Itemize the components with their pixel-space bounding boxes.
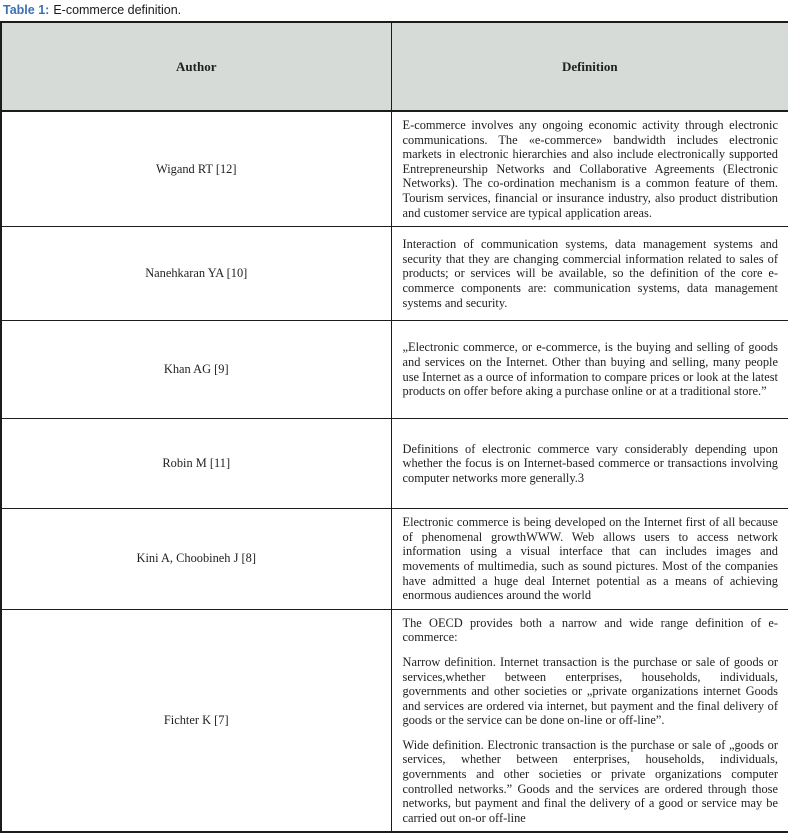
column-header-definition: Definition <box>391 22 788 111</box>
definition-cell <box>391 609 788 832</box>
table-row <box>1 321 788 419</box>
table-header <box>1 22 788 111</box>
author-cell: Khan AG [9] <box>1 321 391 419</box>
header-row <box>1 22 788 111</box>
definition-cell <box>391 111 788 227</box>
definition-paragraph: Definitions of electronic commerce vary considerably depending upon whether the focus is on Internet-based commerce or transactions involving computer networks more generally.3 <box>402 441 778 485</box>
column-header-author: Author <box>1 22 391 111</box>
author-cell: Nanehkaran YA [10] <box>1 227 391 321</box>
table-row <box>1 111 788 227</box>
definition-paragraph: Wide definition. Electronic transaction is the purchase or sale of „goods or services, whether between enterprises, households, individuals, governments and other societies or private organizations computer controlled networks.” Goods and the services are ordered through those networks, but payment and final the delivery of a good or service may be carried out on-or off-line <box>402 737 778 825</box>
table-row <box>1 227 788 321</box>
table-caption <box>0 0 788 21</box>
table-row <box>1 419 788 509</box>
definition-cell <box>391 227 788 321</box>
author-cell: Fichter K [7] <box>1 609 391 832</box>
definition-paragraph: Interaction of communication systems, data management systems and security that they are changing commercial information related to sales of products; or services will be available, so the definition of the core e-commerce components are: communication systems, data management systems and security. <box>402 237 778 310</box>
table-row <box>1 609 788 832</box>
definition-cell <box>391 321 788 419</box>
definition-paragraph: E-commerce involves any ongoing economic activity through electronic communications. The «e-commerce» bandwidth includes electronic markets in electronic hierarchies and also include electronically supported Entrepreneurship Networks and Collaborative Agreements (Electronic Networks). The co-ordination mechanism is a common feature of them. Tourism services, financial or insurance industry, also product distribution and customer service are typical application areas. <box>402 118 778 220</box>
author-cell: Robin M [11] <box>1 419 391 509</box>
table-row <box>1 509 788 610</box>
definition-cell <box>391 509 788 610</box>
definition-paragraph: „Electronic commerce, or e-commerce, is the buying and selling of goods and services on the Internet. Other than buying and selling, many people use Internet as a ource of information to compare prices or look at the latest products on offer before aking a purchase online or at a traditional store.” <box>402 340 778 399</box>
definition-paragraph: The OECD provides both a narrow and wide range definition of e-commerce: <box>402 615 778 645</box>
table-caption-text: E-commerce definition. <box>53 3 182 17</box>
table-body <box>1 111 788 832</box>
author-cell: Kini A, Choobineh J [8] <box>1 509 391 610</box>
table-caption-label: Table 1: <box>3 3 50 17</box>
ecommerce-definition-table <box>0 21 788 833</box>
definition-paragraph: Narrow definition. Internet transaction is the purchase or sale of goods or services,whether between enterprises, households, individuals, governments and other societies or „private organizations internet Goods and services are ordered via internet, but payment and the final delivery of goods or the service can be done on-line or off-line”. <box>402 654 778 728</box>
definition-cell <box>391 419 788 509</box>
author-cell: Wigand RT [12] <box>1 111 391 227</box>
definition-paragraph: Electronic commerce is being developed on the Internet first of all because of phenomenal growthWWW. Web allows users to access network information using a visual interface that can includes images and movements of multimedia, such as sound pictures. Most of the companies have admitted a huge deal Internet potential as a means of achieving enormous audiences around the world <box>402 515 778 603</box>
